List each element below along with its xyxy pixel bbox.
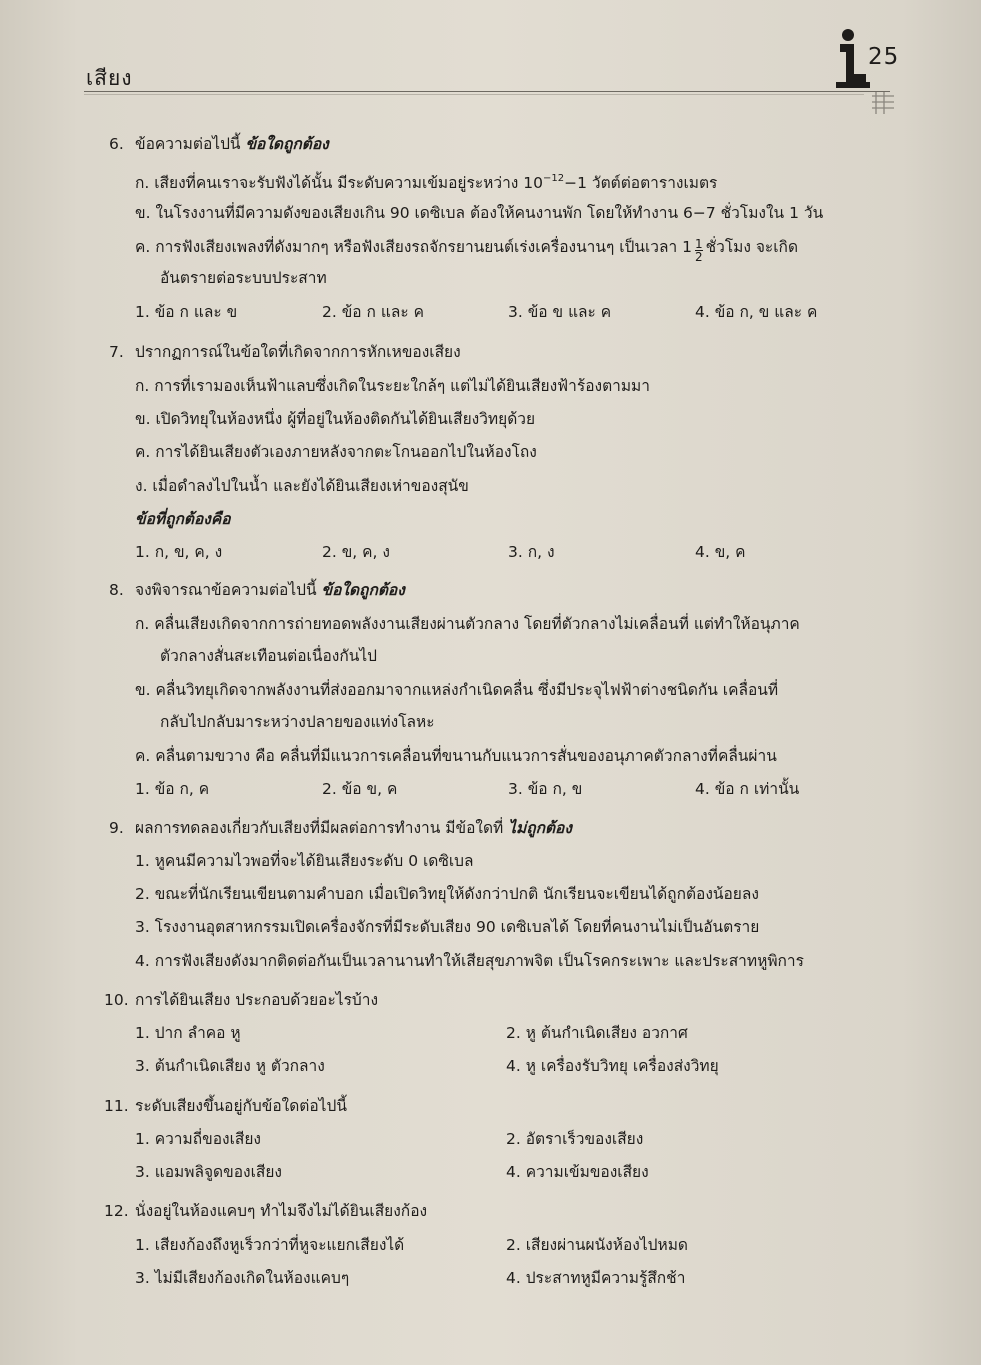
fraction-numerator: 1: [694, 237, 703, 251]
question-7-number: 7.: [109, 343, 124, 361]
question-10-stem: การได้ยินเสียง ประกอบด้วยอะไรบ้าง: [135, 991, 379, 1009]
question-7-stem: ปรากฏการณ์ในข้อใดที่เกิดจากการหักเหของเสียง: [135, 343, 461, 361]
question-6-item-c: [135, 237, 798, 263]
question-7-answer-label: ข้อที่ถูกต้องคือ: [135, 510, 231, 528]
question-9-choice-1[interactable]: 1. หูคนมีความไวพอที่จะได้ยินเสียงระดับ 0 เดซิเบล: [135, 852, 474, 870]
question-6-stem-text: ข้อความต่อไปนี้: [135, 135, 241, 153]
question-6-item-a: [135, 169, 717, 193]
question-6-item-a-exponent: −12: [543, 173, 565, 184]
question-8-item-a-cont: ตัวกลางสั่นสะเทือนต่อเนื่องกันไป: [160, 647, 377, 665]
question-6-item-b: ข. ในโรงงานที่มีความดังของเสียงเกิน 90 เดซิเบล ต้องให้คนงานพัก โดยให้ทำงาน 6−7 ชั่วโมงใน 1 วัน: [135, 204, 824, 222]
question-8-choice-2[interactable]: 2. ข้อ ข, ค: [322, 780, 398, 798]
question-12-stem: นั่งอยู่ในห้องแคบๆ ทำไมจึงไม่ได้ยินเสียงก้อง: [135, 1202, 428, 1220]
question-9-stem-text: ผลการทดลองเกี่ยวกับเสียงที่มีผลต่อการทำงาน มีข้อใดที่: [135, 819, 504, 837]
question-6-item-a-text: ก. เสียงที่คนเราจะรับฟังได้นั้น มีระดับความเข้มอยู่ระหว่าง 10: [135, 174, 544, 192]
question-7-item-c: ค. การได้ยินเสียงตัวเองภายหลังจากตะโกนออกไปในห้องโถง: [135, 443, 537, 461]
question-12-choice-3[interactable]: 3. ไม่มีเสียงก้องเกิดในห้องแคบๆ: [135, 1269, 350, 1287]
question-8-stem-emphasis: ข้อใดถูกต้อง: [321, 581, 405, 599]
question-11-choice-3[interactable]: 3. แอมพลิจูดของเสียง: [135, 1163, 282, 1181]
question-8-stem-text: จงพิจารณาข้อความต่อไปนี้: [135, 581, 317, 599]
question-9-stem-emphasis: ไม่ถูกต้อง: [508, 819, 572, 837]
question-11-choice-4[interactable]: 4. ความเข้มของเสียง: [506, 1163, 649, 1181]
question-8-item-b-cont: กลับไปกลับมาระหว่างปลายของแท่งโลหะ: [160, 713, 435, 731]
question-9-choice-2[interactable]: 2. ขณะที่นักเรียนเขียนตามคำบอก เมื่อเปิดวิทยุให้ดังกว่าปกติ นักเรียนจะเขียนได้ถูกต้องน้อยลง: [135, 885, 759, 903]
page-number: 25: [868, 44, 900, 70]
question-8-number: 8.: [109, 581, 124, 599]
question-10-choice-3[interactable]: 3. ต้นกำเนิดเสียง หู ตัวกลาง: [135, 1057, 325, 1075]
question-10-choice-1[interactable]: 1. ปาก ลำคอ หู: [135, 1024, 241, 1042]
question-6-item-c-text: ค. การฟังเสียงเพลงที่ดังมากๆ หรือฟังเสียงรถจักรยานยนต์เร่งเครื่องนานๆ เป็นเวลา 1: [135, 238, 692, 256]
question-10-choice-4[interactable]: 4. หู เครื่องรับวิทยุ เครื่องส่งวิทยุ: [506, 1057, 719, 1075]
header-divider: [84, 91, 890, 92]
header-divider-secondary: [84, 94, 864, 95]
question-7-choice-1[interactable]: 1. ก, ข, ค, ง: [135, 543, 223, 561]
question-6-stem-emphasis: ข้อใดถูกต้อง: [245, 135, 329, 153]
question-11-stem: ระดับเสียงขึ้นอยู่กับข้อใดต่อไปนี้: [135, 1097, 347, 1115]
question-10-choice-2[interactable]: 2. หู ต้นกำเนิดเสียง อวกาศ: [506, 1024, 688, 1042]
question-9-stem: [135, 818, 572, 838]
question-8-stem: [135, 580, 405, 600]
section-title: เสียง: [86, 66, 133, 90]
question-9-choice-3[interactable]: 3. โรงงานอุตสาหกรรมเปิดเครื่องจักรที่มีระดับเสียง 90 เดซิเบลได้ โดยที่คนงานไม่เป็นอันตราย: [135, 918, 760, 936]
question-6-stem: [135, 134, 329, 154]
question-11-choice-2[interactable]: 2. อัตราเร็วของเสียง: [506, 1130, 644, 1148]
question-12-choice-1[interactable]: 1. เสียงก้องถึงหูเร็วกว่าที่หูจะแยกเสียงได้: [135, 1236, 405, 1254]
question-6-number: 6.: [109, 135, 124, 153]
question-7-item-b: ข. เปิดวิทยุในห้องหนึ่ง ผู้ที่อยู่ในห้องติดกันได้ยินเสียงวิทยุด้วย: [135, 410, 536, 428]
question-7-item-a: ก. การที่เรามองเห็นฟ้าแลบซึ่งเกิดในระยะใกล้ๆ แต่ไม่ได้ยินเสียงฟ้าร้องตามมา: [135, 377, 650, 395]
question-12-choice-4[interactable]: 4. ประสาทหูมีความรู้สึกช้า: [506, 1269, 686, 1287]
question-8-item-b: ข. คลื่นวิทยุเกิดจากพลังงานที่ส่งออกมาจากแหล่งกำเนิดคลื่น ซึ่งมีประจุไฟฟ้าต่างชนิดกัน เคลื่อนที่: [135, 681, 779, 699]
book-logo-icon: [832, 26, 902, 116]
question-7-choice-3[interactable]: 3. ก, ง: [508, 543, 555, 561]
question-8-item-a: ก. คลื่นเสียงเกิดจากการถ่ายทอดพลังงานเสียงผ่านตัวกลาง โดยที่ตัวกลางไม่เคลื่อนที่ แต่ทำให้อนุภาค: [135, 615, 800, 633]
question-9-choice-4[interactable]: 4. การฟังเสียงดังมากติดต่อกันเป็นเวลานานทำให้เสียสุขภาพจิต เป็นโรคกระเพาะ และประสาทหูพิการ: [135, 952, 804, 970]
question-6-choice-4[interactable]: 4. ข้อ ก, ข และ ค: [695, 303, 818, 321]
question-8-choice-1[interactable]: 1. ข้อ ก, ค: [135, 780, 210, 798]
question-6-choice-3[interactable]: 3. ข้อ ข และ ค: [508, 303, 612, 321]
question-8-item-c: ค. คลื่นตามขวาง คือ คลื่นที่มีแนวการเคลื่อนที่ขนานกับแนวการสั่นของอนุภาคตัวกลางที่คลื่นผ่าน: [135, 747, 777, 765]
question-11-choice-1[interactable]: 1. ความถี่ของเสียง: [135, 1130, 261, 1148]
question-6-item-c-cont: อันตรายต่อระบบประสาท: [160, 269, 327, 287]
question-8-choice-4[interactable]: 4. ข้อ ก เท่านั้น: [695, 780, 800, 798]
question-12-number: 12.: [104, 1202, 129, 1220]
question-7-item-d: ง. เมื่อดำลงไปในน้ำ และยังได้ยินเสียงเห่าของสุนัข: [135, 477, 469, 495]
question-6-item-a-unit: −1 วัตต์ต่อตารางเมตร: [564, 174, 718, 192]
question-8-choice-3[interactable]: 3. ข้อ ก, ข: [508, 780, 583, 798]
question-11-number: 11.: [104, 1097, 129, 1115]
question-10-number: 10.: [104, 991, 129, 1009]
question-12-choice-2[interactable]: 2. เสียงผ่านผนังห้องไปหมด: [506, 1236, 688, 1254]
question-6-item-c-tail: ชั่วโมง จะเกิด: [705, 238, 799, 256]
question-6-choice-2[interactable]: 2. ข้อ ก และ ค: [322, 303, 424, 321]
question-7-choice-2[interactable]: 2. ข, ค, ง: [322, 543, 390, 561]
fraction-denominator: 2: [694, 250, 703, 264]
question-9-number: 9.: [109, 819, 124, 837]
question-6-choice-1[interactable]: 1. ข้อ ก และ ข: [135, 303, 238, 321]
question-7-choice-4[interactable]: 4. ข, ค: [695, 543, 746, 561]
question-6-fraction: [695, 238, 703, 263]
